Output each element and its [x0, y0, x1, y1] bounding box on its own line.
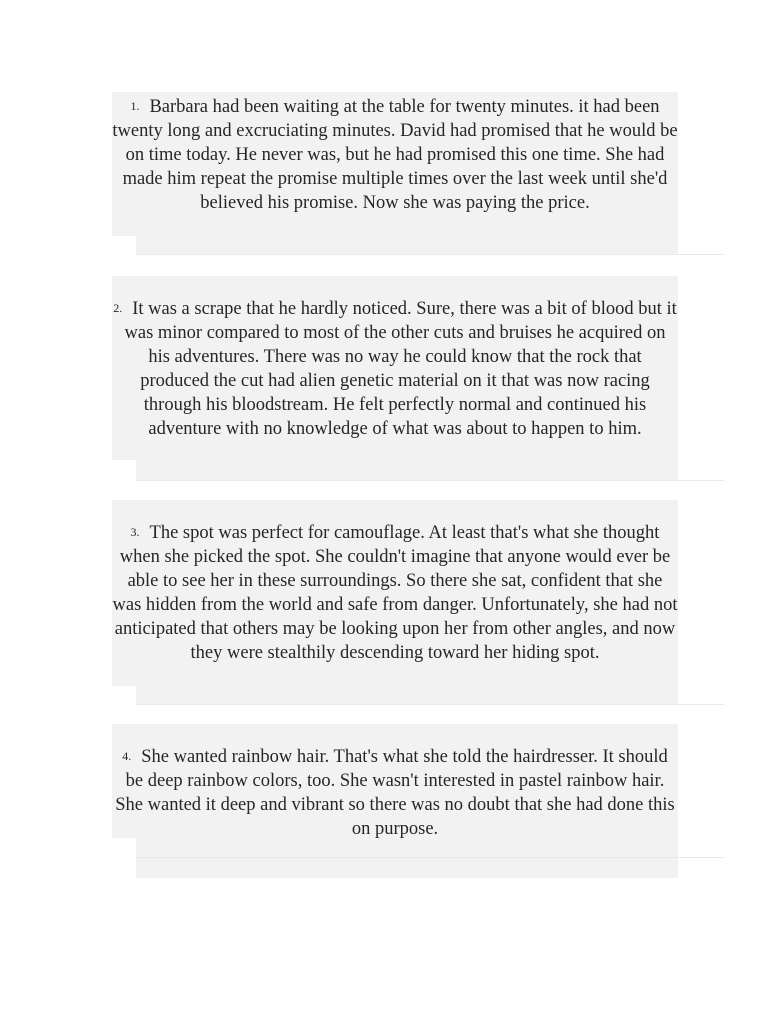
list-item-number: 2. [113, 301, 123, 315]
item-4-divider [136, 857, 724, 858]
list-item-number: 4. [122, 749, 132, 763]
item-4-tail [136, 838, 678, 878]
list-item [112, 744, 678, 841]
list-item-text: Barbara had been waiting at the table for twenty minutes. it had been twenty long and excruciating minutes. David had promised that he would be on time today. He never was, but he had promised this one time. She had made him repeat the promise multiple times over the last week until she'd believed his promise. Now she was paying the price. [112, 97, 678, 213]
list-item-number: 3. [130, 525, 140, 539]
item-2-divider [136, 480, 724, 481]
list-item-text: It was a scrape that he hardly noticed. Sure, there was a bit of blood but it was minor compared to most of the other cuts and bruises he acquired on his adventures. There was no way he could know that the rock that produced the cut had alien genetic material on it that was now racing through his bloodstream. He felt perfectly normal and continued his adventure with no knowledge of what was about to happen to him. [124, 299, 677, 439]
item-2-tail [136, 460, 678, 480]
item-1-divider [136, 254, 724, 255]
item-1-tail [136, 236, 678, 254]
list-item-text: The spot was perfect for camouflage. At least that's what she thought when she picked the spot. She couldn't imagine that anyone would ever be able to see her in these surroundings. So there she sat, confident that she was hidden from the world and safe from danger. Unfortunately, she had not anticipated that others may be looking upon her from other angles, and now they were stealthily descending toward her hiding spot. [112, 523, 678, 663]
item-3-divider [136, 704, 724, 705]
list-item [112, 296, 678, 441]
item-3-tail [136, 686, 678, 704]
list-item [112, 94, 678, 215]
list-item-text: She wanted rainbow hair. That's what she told the hairdresser. It should be deep rainbow colors, too. She wasn't interested in pastel rainbow hair. She wanted it deep and vibrant so there was no doubt that she had done this on purpose. [115, 747, 675, 839]
list-item [112, 520, 678, 665]
list-item-number: 1. [130, 99, 140, 113]
